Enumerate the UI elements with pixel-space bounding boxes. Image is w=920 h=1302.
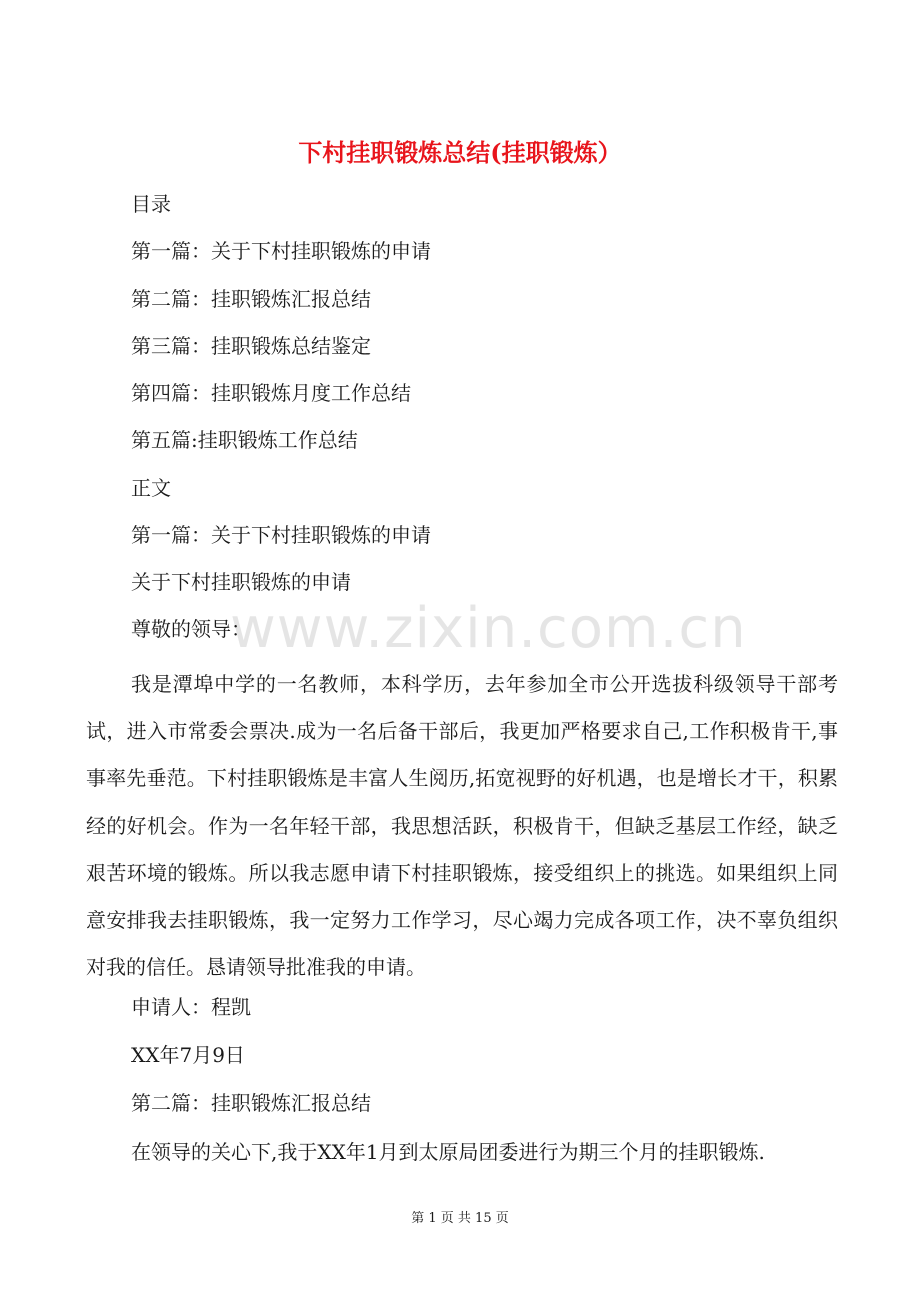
letter-salutation: 尊敬的领导：	[131, 617, 251, 641]
section2-first-line: 在领导的关心下,我于XX年1月到太原局团委进行为期三个月的挂职锻炼.	[131, 1140, 765, 1164]
toc-item-3: 第三篇：挂职锻炼总结鉴定	[131, 334, 371, 358]
date-line: XX年7月9日	[131, 1043, 245, 1067]
section2-heading: 第二篇：挂职锻炼汇报总结	[131, 1091, 371, 1115]
letter-body-paragraph: 我是潭埠中学的一名教师，本科学历，去年参加全市公开选拔科级领导干部考试，进入市常委会票决.成为一名后备干部后，我更加严格要求自己,工作积极肯干,事事率先垂范。下村挂职锻炼是丰富人生阅历,拓宽视野的好机遇，也是增长才干，积累经的好机会。作为一名年轻干部，我思想活跃，积极肯干，但缺乏基层工作经，缺乏艰苦环境的锻炼。所以我志愿申请下村挂职锻炼，接受组织上的挑选。如果组织上同意安排我去挂职锻炼，我一定努力工作学习，尽心竭力完成各项工作，决不辜负组织对我的信任。恳请领导批准我的申请。	[86, 672, 838, 980]
body-heading: 正文	[131, 476, 171, 500]
toc-item-2: 第二篇：挂职锻炼汇报总结	[131, 287, 371, 311]
page-footer: 第 1 页 共 15 页	[411, 1211, 509, 1226]
applicant-line: 申请人：程凯	[131, 995, 251, 1019]
toc-item-1: 第一篇：关于下村挂职锻炼的申请	[131, 239, 431, 263]
section1-heading: 第一篇：关于下村挂职锻炼的申请	[131, 523, 431, 547]
page-title: 下村挂职锻炼总结(挂职锻炼）	[298, 138, 622, 167]
watermark: www.zixin.com.cn	[230, 596, 747, 661]
toc-item-5: 第五篇:挂职锻炼工作总结	[131, 428, 358, 452]
letter-title: 关于下村挂职锻炼的申请	[131, 570, 351, 594]
toc-item-4: 第四篇：挂职锻炼月度工作总结	[131, 381, 411, 405]
toc-heading: 目录	[131, 192, 171, 216]
